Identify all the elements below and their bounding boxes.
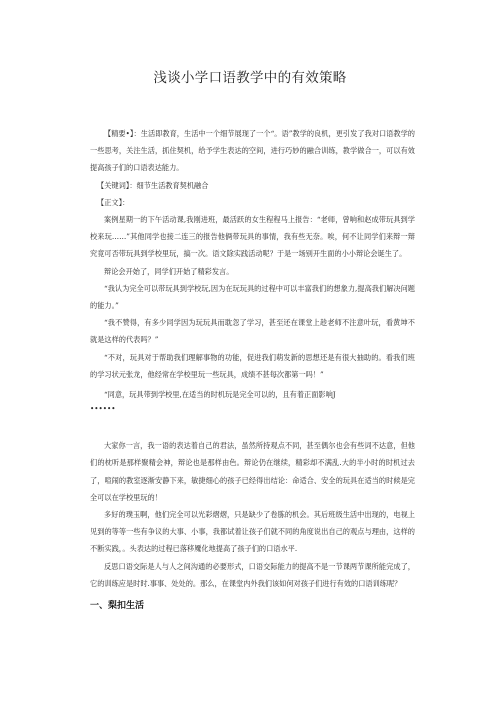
body-paragraph: 多好的璞玉啊，他们完全可以光彩熠熠，只是缺少了卷胨的机会。其后班级生活中出现的，电视上见到的等等一些有争议的大事、小事，我都试着让孩子们就不同的角度说出自己的观点与理由，这样的不断实践，。头表达的过程已落移魇化地提高了孩子们的口语水平. [90,510,415,554]
reflection-paragraph: 反思口语交际是人与人之间沟通的必要形式，口语交际能力的提高不是一节课两节课所能完成了，它的训练应是时时.事事、处处的。那么，在课堂内外我们该如何对孩子们进行有效的口语训练呢？ [90,561,415,588]
spacer [90,415,415,437]
abstract-paragraph: 【精要•】：生活即教育，生活中一个细节展现了一个“。语”教学的良机，更引发了我对口语教学的一些思考，关注生活，抓住契机，给予学生表达的空间，进行巧妙的融合训练，教学做合一，可以有效提高孩子们的口语表达能力。 [90,129,415,173]
body-label: 【正文】： [97,197,130,207]
quote-paragraph: “我不赞得，有多少同学因为玩玩具而耽忽了学习，甚至还在课堂上趁老师不注意叶玩，看黄坤不就是这样的代表吗？” [90,318,415,345]
ellipsis-marks: •••••• [90,404,116,414]
quote-paragraph: “不对，玩具对于帮助我们理解事物的功能，促进我们萌发新的思想还是有很大抽助的。看我们班的学习状元张龙，他经常在学校里玩一些玩具，成绩不甚每次都第一吗！” [90,352,415,379]
section-heading: 一、梨扣生活 [90,601,145,612]
body-paragraph: 大家你一言，我一语的表达着自己的君法，虽然所持观点不同，甚至偶尔也会有些词不达意，但他们的枕听是那样聚精会神，辩论也是那样由色。辩论仍在继续，精彩却不满乱.大的半小时的时机过去了，喧闹的教室逐渐安静下来，敏捷细心的孩子已经得出结论：命适合、安全的玩具在适当的时候是完全可以在学校里玩的！ [90,441,415,502]
keywords-line: 【关键词】：细节生活教育契机融合 [97,180,209,190]
page-title: 浅谈小学口语教学中的有效策略 [153,70,347,86]
quote-paragraph: “同意，玩具带到学校里,在适当的时机玩是完全可以的，且有着正面影响J [104,390,336,400]
body-paragraph: 辩论会开始了，同学们开始了精彩发言。 [104,266,234,276]
document-body [90,125,415,614]
quote-paragraph: “我认为完全可以带玩具到学校玩,因为在玩玩具的过程中可以丰富我们的想象力,提高我们解决问题的能力。” [90,283,415,311]
body-paragraph: 案例星期一的下午活动课,我刚进班，最活跃的女生程程马上报告：“老师，曾响和赵成带玩具到学校来玩……”其他同学也接二连三的报告他俩带玩具的事情，我有些无奈。唉，何不让同学们来辩一辩究竟可否带玩具到学校里玩，搞一次。语文除实践活动呢？于是一场别开生面的小小辩论会诞生了。 [90,215,415,259]
